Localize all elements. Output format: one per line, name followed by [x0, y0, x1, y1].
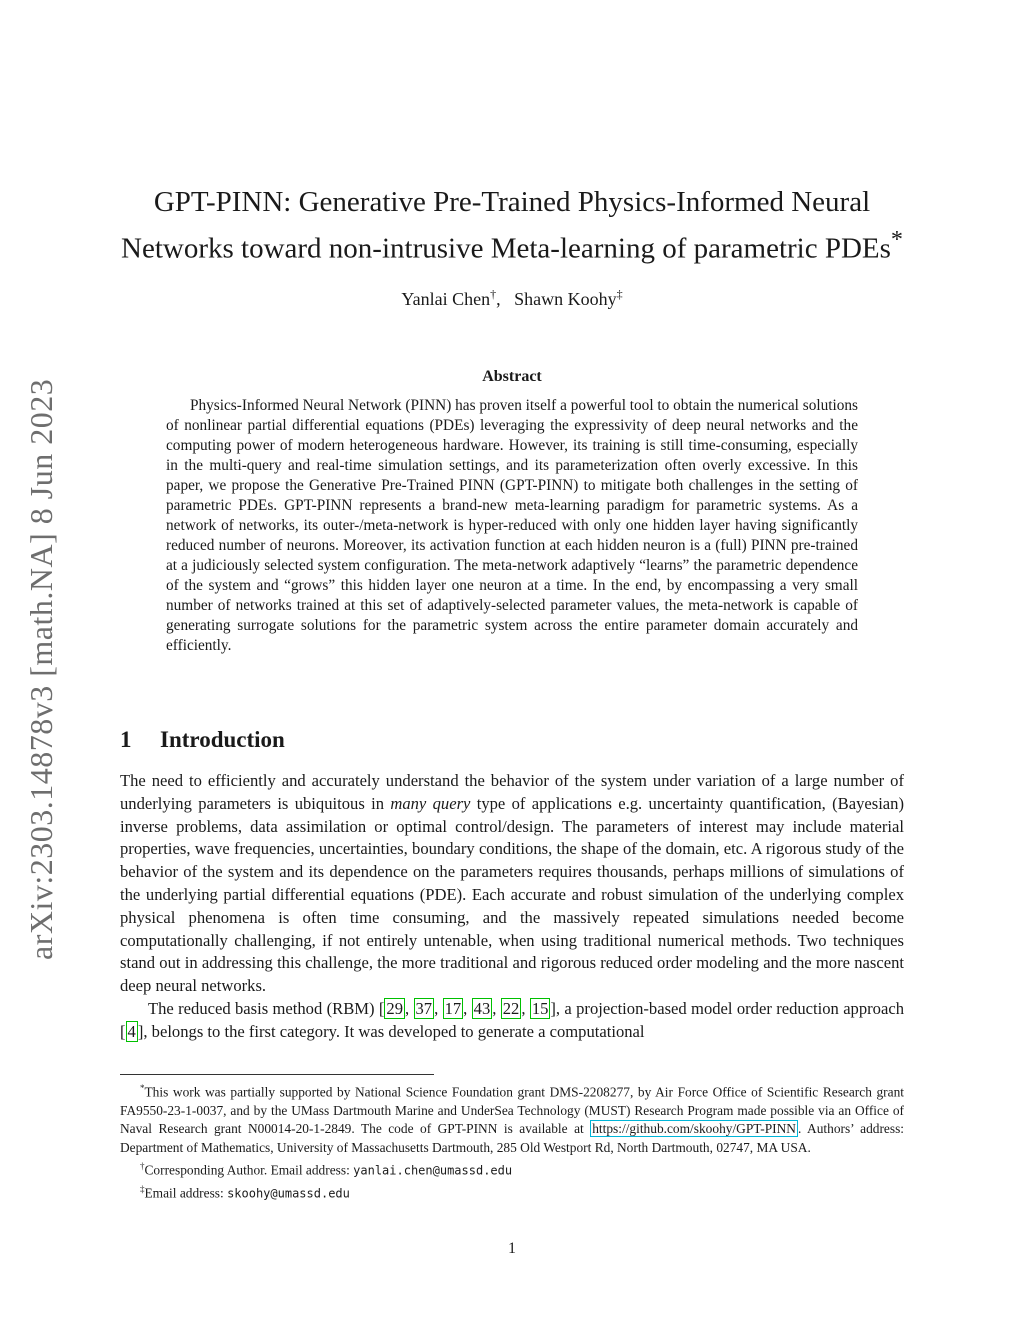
paragraph [120, 770, 904, 998]
citation-link[interactable]: 29 [386, 998, 404, 1018]
paragraph-text: The need to efficiently and accurately understand the behavior of the system under variation of a large number of underlying parameters is ubiquitous in [120, 771, 904, 813]
paragraph-text: ], a projection-based model order reduction approach [ [120, 998, 904, 1041]
email-address: yanlai.chen@umassd.edu [353, 1163, 513, 1178]
title-line-1: GPT-PINN: Generative Pre-Trained Physics-Informed Neural [153, 186, 871, 218]
author-separator: , [496, 289, 501, 309]
author-name: Yanlai Chen [401, 289, 491, 309]
footnote-text: Corresponding Author. Email address: [144, 1162, 354, 1178]
email-address: skoohy@umassd.edu [227, 1186, 350, 1201]
footnote-text: . Authors’ address: Department of Mathematics, University of Massachusetts Dartmouth, 285 Old Westport Rd, North Dartmouth, 02747, MA USA. [120, 1121, 904, 1155]
github-link[interactable]: https://github.com/skoohy/GPT-PINN [592, 1121, 796, 1137]
title-line-2 [100, 221, 924, 268]
abstract-text: Physics-Informed Neural Network (PINN) has proven itself a powerful tool to obtain the numerical solutions of nonlinear partial differential equations (PDEs) leveraging the expressivity of deep neural networks and the computing power of modern heterogeneous hardware. However, its training is still time-consuming, especially in the multi-query and real-time simulation settings, and its parameterization often overly excessive. In this paper, we propose the Generative Pre-Trained PINN (GPT-PINN) to mitigate both challenges in the setting of parametric PDEs. GPT-PINN represents a brand-new meta-learning paradigm for parametric systems. As a network of networks, its outer-/meta-network is hyper-reduced with only one hidden layer having significantly reduced number of neurons. Moreover, its activation function at each hidden neuron is a (full) PINN pre-trained at a judiciously selected system configuration. The meta-network adaptively “learns” the parametric dependence of the system and “grows” this hidden layer one neuron at a time. In the end, by encompassing a very small number of networks trained at this set of adaptively-selected parameter values, the meta-network is capable of generating surrogate solutions for the parametric system across the entire parameter domain accurately and efficiently. [166, 397, 858, 654]
abstract-heading: Abstract [482, 368, 542, 385]
footnote [120, 1157, 904, 1180]
paper-title [100, 183, 924, 268]
citation-link[interactable]: 4 [127, 1021, 136, 1041]
page-number: 1 [508, 1240, 516, 1257]
footnote [120, 1079, 904, 1157]
author-name: Shawn Koohy [514, 289, 617, 309]
introduction-body [120, 770, 904, 1044]
footnote-divider [120, 1074, 434, 1075]
paragraph-text: type of applications e.g. uncertainty quantification, (Bayesian) inverse problems, data assimilation or optimal control/design. The parameters of interest may include material properties, wave frequencies, uncertainties, boundary conditions, the shape of the domain, etc. A rigorous study of the behavior of the system and its dependence on the parameters requires thousands, perhaps millions of simulations of the underlying partial differential equations (PDE). Each accurate and robust simulation of the underlying complex physical phenomena is often time consuming, and the massively repeated simulations needed become computationally challenging, if not entirely untenable, when using traditional numerical methods. Two techniques stand out in addressing this challenge, the more traditional and rigorous reduced order modeling and the more nascent deep neural networks. [120, 793, 904, 996]
arxiv-identifier: arXiv:2303.14878v3 [math.NA] 8 Jun 2023 [23, 378, 59, 960]
paragraph-text: The reduced basis method (RBM) [ [148, 998, 385, 1018]
emphasized-text: many query [390, 793, 471, 813]
footnotes [120, 1079, 904, 1203]
title-footnote-mark: * [890, 226, 903, 253]
section-title: Introduction [160, 727, 285, 752]
author-footnote-mark: † [490, 287, 497, 301]
citation-link[interactable]: 43 [473, 998, 491, 1018]
title-line-2-text: Networks toward non-intrusive Meta-learning of parametric PDEs [121, 232, 891, 265]
section-number: 1 [120, 727, 132, 752]
citation-link[interactable]: 17 [444, 998, 462, 1018]
footnote-text: Email address: [144, 1185, 228, 1201]
paragraph-text: ], belongs to the first category. It was developed to generate a computational [137, 1021, 645, 1041]
citation-link[interactable]: 22 [502, 998, 520, 1018]
author-list [100, 282, 924, 311]
section-heading [120, 724, 904, 756]
footnote-mark: * [140, 1083, 145, 1093]
footnote [120, 1180, 904, 1203]
author-footnote-mark: ‡ [616, 287, 623, 301]
footnote-text: This work was partially supported by National Science Foundation grant DMS-2208277, by Air Force Office of Scientific Research grant FA9550-23-1-0037, and by the UMass Dartmouth Marine and UnderSea Technology (MUST) Research Program made possible via an Office of Naval Research grant N00014-20-1-2849. The code of GPT-PINN is available at [120, 1084, 904, 1137]
citation-link[interactable]: 15 [531, 998, 549, 1018]
paragraph: The reduced basis method (RBM) [ 29 , 37 , 17 , 43 , 22 , 15 ], a projection-based model order reduction approach [ 4 ], belongs to the first category. It was developed to generate a computational [120, 998, 904, 1041]
citation-link[interactable]: 37 [415, 998, 433, 1018]
footnote-mark: ‡ [140, 1183, 145, 1194]
footnote-mark: † [140, 1161, 145, 1172]
